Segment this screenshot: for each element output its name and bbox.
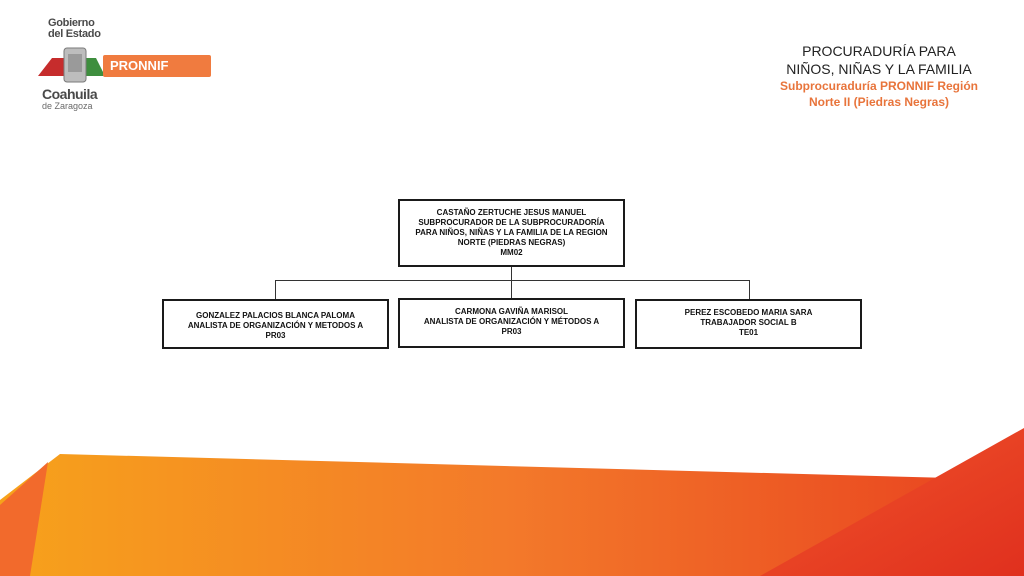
header-subtitle-line2: Norte II (Piedras Negras)	[808, 95, 950, 109]
connector-child-2	[511, 280, 512, 300]
page-header	[764, 42, 994, 110]
org-node-child-3: PEREZ ESCOBEDO MARIA SARA TRABAJADOR SOCIAL B TE01	[635, 299, 862, 349]
state-shield-icon	[30, 44, 105, 86]
pronnif-label: PRONNIF	[110, 58, 169, 73]
header-title-line2: NIÑOS, NIÑAS Y LA FAMILIA	[786, 61, 972, 77]
connector-child-1	[275, 280, 276, 300]
org-node-child-1: GONZALEZ PALACIOS BLANCA PALOMA ANALISTA DE ORGANIZACIÓN Y METODOS A PR03	[162, 299, 389, 349]
connector-root-down	[511, 266, 512, 281]
header-subtitle-line1: Subprocuraduría PRONNIF Región	[779, 79, 978, 93]
logo-gobierno: Gobierno del Estado	[48, 17, 101, 40]
logo-zaragoza: de Zaragoza	[42, 101, 93, 111]
org-node-child-2: CARMONA GAVIÑA MARISOL ANALISTA DE ORGANIZACIÓN Y MÉTODOS A PR03	[398, 298, 625, 348]
org-node-root: CASTAÑO ZERTUCHE JESUS MANUEL SUBPROCURADOR DE LA SUBPROCURADORÍA PARA NIÑOS, NIÑAS Y LA FAMILIA DE LA REGION NORTE (PIEDRAS NEGRAS) MM02	[398, 199, 625, 267]
connector-child-3	[749, 280, 750, 300]
logo-coahuila: Coahuila	[42, 86, 98, 102]
connector-horizontal	[275, 280, 750, 281]
header-title-line1: PROCURADURÍA PARA	[802, 43, 956, 59]
